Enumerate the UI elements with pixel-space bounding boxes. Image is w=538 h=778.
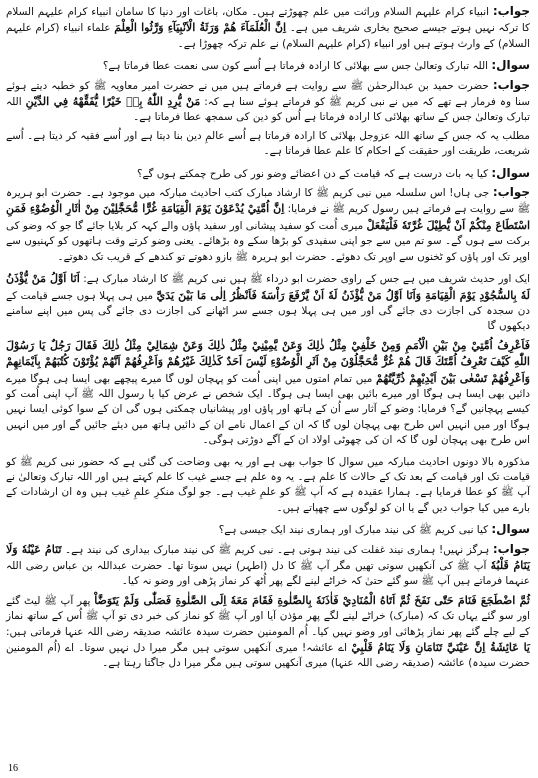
- answer-2: [6, 78, 530, 126]
- hadith-intro: ایک اور حدیث شریف میں ہے جس کے راوی حضرت ابو درداء ﷺ ہیں نبی کریم ﷺ کا ارشاد مبارک ہے:: [83, 273, 530, 286]
- question-text: کیا نبی کریم ﷺ کی نیند مبارک اور ہماری نیند ایک جیسی ہے؟: [218, 524, 489, 537]
- translation-text: میں ہی پہلا ہوں جسے قیامت کے دن سجدہ کی اجازت دی جائے گی اور میں ہی پہلا ہوں جسے سر اٹھانے کی اجازت دی جائے گی پس میں اپنے سامنے دیکھوں گا: [6, 289, 530, 333]
- arabic-quote: يَا عَائِشَةُ اِنَّ عَيْنَيَّ تَنَامَانِ وَلَا يَنَامُ قَلْبِيْ: [351, 641, 530, 655]
- hadith-2-continued: [6, 338, 530, 449]
- explanation-2: [6, 455, 530, 517]
- question-text: اللہ تبارک وتعالیٰ جس سے بھلائی کا ارادہ فرماتا ہے اُسے کون سی نعمت عطا فرماتا ہے؟: [102, 60, 489, 73]
- answer-text: انبیاء کرام علیہم السلام وراثت میں علم چھوڑتے ہیں۔ مکان، باغات اور دنیا کا سامان انبیاء کرام علیہم السلام کا ترکہ نہیں ہوتے جیسے صحیح بخاری شریف میں ہے۔: [6, 6, 530, 35]
- question-text: کیا یہ بات درست ہے کہ قیامت کے دن اعضائے وضو نور کی طرح چمکتے ہوں گے؟: [136, 167, 489, 180]
- translation-text: اللہ تبارک وتعالیٰ جس کے ساتھ بھلائی کا ارادہ فرماتا ہے اُس کو دین کی سمجھ عطا فرماتا ہے۔: [6, 96, 530, 124]
- question-3: [6, 522, 530, 538]
- explanation-text: مذکورہ بالا دونوں احادیث مبارکہ میں سوال کا جواب بھی ہے اور یہ بھی وضاحت کی گئی ہے کہ حضور نبی کریم ﷺ کو قیامت تک اور قیامت کے بعد تک کے حالات کا علم ہے۔ یہ وہ علم ہے جسے غیب کا علم کہتے ہیں اور اللہ تبارک وتعالیٰ نے آپ ﷺ کو عطا فرمایا ہے۔ ہمارا عقیدہ ہے کہ آپ ﷺ کو علمِ غیب ہے۔ جو لوگ منکرِ علمِ غیب ہیں وہ ان ارشادات کے بارے میں کیا جواب دیں گے یا ان کو لوگوں سے چھپاتے ہیں۔: [6, 455, 530, 514]
- arabic-quote: اِنَّ الْعُلَمَآءَ هُمْ وَرَثَةُ الْاَنْبِيَآءِ وَرَّثُوا الْعِلْمَ: [114, 21, 287, 35]
- answer-4: [6, 542, 530, 590]
- translation-text: اے عائشہ! میری آنکھیں سوتی ہیں مگر میرا دل نہیں سوتا۔ اے (اُم المومنین حضرت سیدہ) عائشہ (صدیقہ رضی اللہ عنہا) میری آنکھیں سوتی ہیں مگر میرا دل جاگتا رہتا ہے۔: [6, 642, 530, 670]
- question-label: سوال:: [491, 522, 530, 537]
- answer-label: جواب:: [492, 77, 530, 92]
- answer-3: [6, 185, 530, 265]
- answer-1: [6, 4, 530, 52]
- answer-4-continued: [6, 593, 530, 672]
- arabic-quote: ثُمَّ اضْطَجَعَ فَنَامَ حَتّٰى نَفَخَ ثُمَّ اَتَاهُ الْمُنَادِيْ فَاٰذَنَهٗ بِالصَّلٰوةِ فَقَامَ مَعَهٗ اِلَى الصَّلٰوةِ فَصَلّٰى وَلَمْ يَتَوَضَّاْ: [94, 593, 530, 607]
- question-label: سوال:: [491, 58, 530, 73]
- answer-label: جواب:: [492, 541, 530, 556]
- arabic-quote: اَنَا اَوَّلُ مَنْ يُّؤْذَنُ لَهٗ بِالسُّجُوْدِ يَوْمَ الْقِيَامَةِ وَاَنَا اَوَّلُ مَنْ يُّؤْذَنُ لَهٗ اَنْ يَّرْفَعَ رَاْسَهٗ فَاَنْظُرُ اِلٰى مَا بَيْنَ يَدَيَّ: [6, 272, 531, 302]
- translation-text: میری اُمت کو سفید پیشانی اور سفید پاؤں والے کہہ کر بلایا جائے گا جو کہ وضو کی برکت سے ہوں گے۔ سو تم میں سے جو اپنی سفیدی کو بڑھا سکے وہ بڑھائے۔ یعنی وضو کرتے وقت ہاتھوں کو کہنیوں سے اوپر تک اور پاؤں کو ٹخنوں سے اوپر تک دھوئے۔ حضرت ابو ہریرہ ﷺ بازو دھوتے تو کندھے کے قریب تک دھوتے۔: [6, 219, 530, 263]
- answer-label: جواب:: [492, 4, 530, 18]
- question-1: [6, 58, 530, 74]
- answer-text: ہرگز نہیں! ہماری نیند غفلت کی نیند ہوتی ہے۔ نبی کریم ﷺ کی نیند مبارک بیداری کی نیند ہے۔: [65, 543, 490, 556]
- explanation-text: مطلب یہ کہ جس کے ساتھ اللہ عزوجل بھلائی کا ارادہ فرماتا ہے اُسے عالمِ دین بنا دیتا ہے اور اُسے فقیہ کر دیتا ہے۔ اُسے شریعت، طریقت اور حقیقت کے احکام کا علم عطا فرماتا ہے۔: [6, 129, 530, 158]
- answer-text: حضرت حمید بن عبدالرحمٰن ﷺ سے روایت ہے فرماتے ہیں میں نے حضرت امیر معاویہ ﷺ کو خطبہ دیتے ہوئے سنا وہ فرمار ہے تھے کہ میں نے نبی کریم ﷺ کو فرماتے ہوئے سنا ہے کہ:: [6, 79, 530, 109]
- arabic-quote: مَنْ يُّرِدِ اللّٰهُ بِهٖ خَيْرًا يُّفَقِّهْهُ فِي الدِّيْنِ: [25, 95, 201, 109]
- explanation-1: [6, 129, 530, 160]
- page-number: 16: [8, 763, 18, 774]
- translation-text: پھر آپ ﷺ لیٹ گئے اور سو گئے یہاں تک کہ (مبارک) خراٹے لینے لگے پھر مؤذن آیا اور آپ ﷺ کو نماز کی خبر دی تو آپ ﷺ اُس کے ساتھ نماز کے لیے چلے گئے پھر نماز پڑھائی اور وضو نہیں کیا۔ اُم المومنین حضرت سیدہ عائشہ صدیقہ رضی اللہ عنہا فرماتی ہیں:: [6, 594, 530, 638]
- arabic-quote: اِنَّ اُمَّتِيْ يُدْعَوْنَ يَوْمَ الْقِيَامَةِ غُرًّا مُّحَجَّلِيْنَ مِنْ اٰثَارِ الْوُضُوْءِ فَمَنِ اسْتَطَاعَ مِنْكُمْ اَنْ يُّطِيْلَ غُرَّتَهٗ فَلْيَفْعَلْ: [6, 202, 531, 232]
- arabic-quote: تَنَامُ عَيْنُهٗ وَلَا يَنَامُ قَلْبُهٗ: [6, 542, 530, 572]
- question-label: سوال:: [491, 165, 530, 180]
- translation-text: آپ ﷺ کی آنکھیں سوتی تھیں مگر آپ ﷺ کا دل (اطہر) نہیں سوتا تھا۔ حضرت عبداللہ بن عباس رضی اللہ عنہما فرماتے ہیں آپ ﷺ سو گئے حتیٰ کہ خراٹے لینے لگے پھر اُٹھ کر نماز پڑھی اور وضو نہ کیا۔: [6, 560, 530, 588]
- answer-text: جی ہاں! اس سلسلہ میں نبی کریم ﷺ کا ارشاد مبارک کتب احادیث مبارکہ میں موجود ہے۔ حضرت ابو ہریرہ ﷺ سے روایت ہے فرماتے ہیں رسول کریم ﷺ نے فرمایا:: [6, 187, 530, 216]
- hadith-2: [6, 271, 530, 335]
- translation-text: میں تمام امتوں میں اپنی اُمت کو پہچان لوں گا میرے پیچھے بھی ایسا ہی ہوگا میرے دائیں بھی ایسا ہی ہوگا اور میرے بائیں بھی ایسا ہی ہوگا۔ ایک شخص نے عرض کیا یا رسول اللہ ﷺ آپ اپنی اُمت کو کیسے پہچانیں گے؟ فرمایا: وضو کے آثار سے اُن کے ہاتھ اور پاؤں اور پیشانیاں چمکتی ہوں گی ان کے سوا کوئی ایسا نہیں ہوگا اور میں انہیں اس طرح بھی پہچان لوں گا کہ ان کے اعمال نامے ان کے دائیں ہاتھ میں دیئے جائیں گے اور میں انہیں اس طرح بھی پہچان لوں گا کہ ان کی چھوٹی اولاد ان کے آگے دوڑتی ہوگی۔: [6, 372, 530, 447]
- question-2: [6, 166, 530, 182]
- translation-text: علماء انبیاء (کرام علیہم السلام) کے وارث ہوتے ہیں اور انبیاء (کرام علیہم السلام) نے علم ترکہ چھوڑا ہے۔: [6, 22, 530, 50]
- answer-label: جواب:: [492, 185, 530, 200]
- arabic-quote: فَاَعْرِفُ اُمَّتِيْ مِنْ بَيْنِ الْاُمَمِ وَمِنْ خَلْفِيْ مِثْلُ ذٰلِكَ وَعَنْ يَّمِيْنِيْ مِثْلُ ذٰلِكَ وَعَنْ شِمَالِيْ مِثْلُ ذٰلِكَ فَقَالَ رَجُلٌ يَا رَسُوْلَ اللّٰهِ كَيْفَ تَعْرِفُ اُمَّتَكَ قَالَ هُمْ غُرٌّ مُّحَجَّلُوْنَ مِنْ اَثَرِ الْوُضُوْءِ لَيْسَ اَحَدٌ كَذٰلِكَ غَيْرُهُمْ وَاَعْرِفُهُمْ اَنَّهُمْ يُؤْتَوْنَ كُتُبَهُمْ بِاَيْمَانِهِمْ وَاَعْرِفُهُمْ تَسْعٰى بَيْنَ اَيْدِيْهِمْ ذُرِّيَّتُهُمْ: [6, 338, 530, 385]
